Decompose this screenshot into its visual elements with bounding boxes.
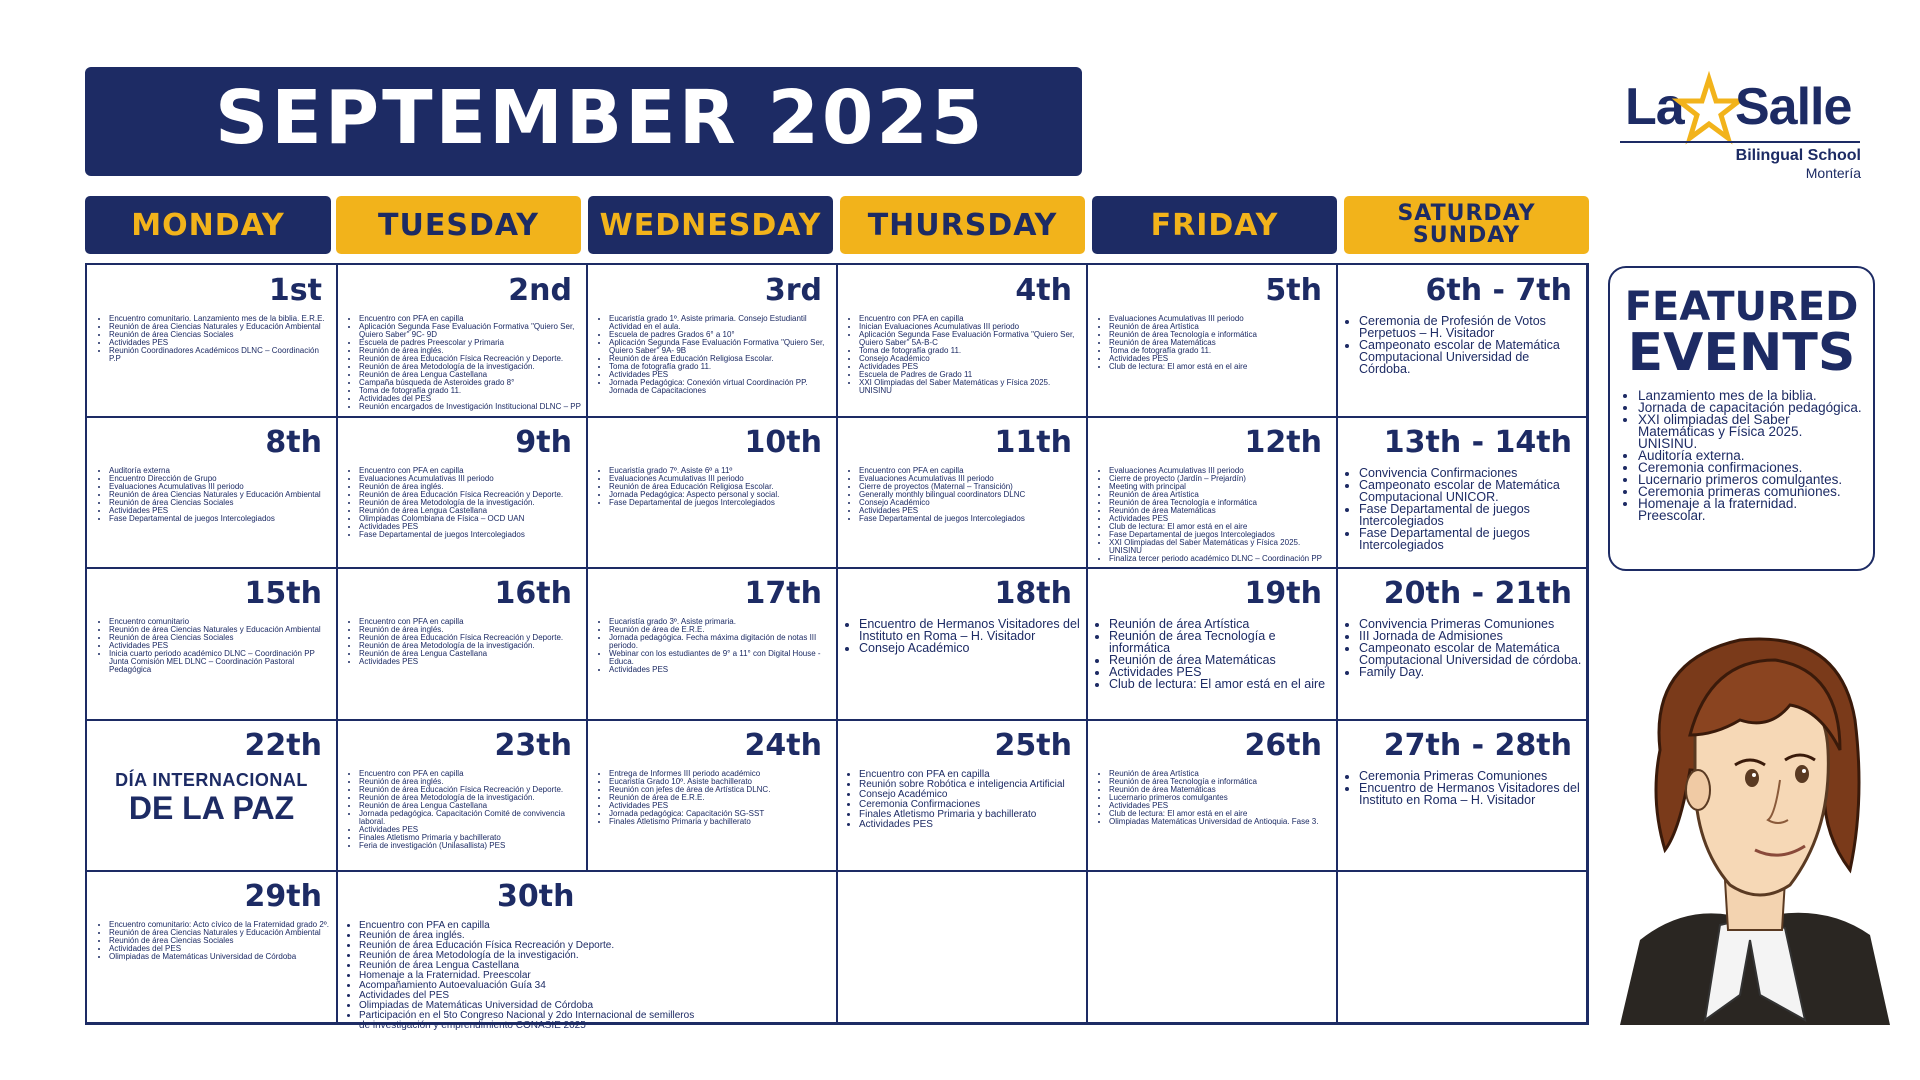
event-item: • Reunión de área Ciencias Sociales [109,634,332,642]
event-item: • Reunión de área Lengua Castellana [359,507,582,515]
event-item: • Finaliza tercer periodo académico DLNC – Coordinación PP [1109,555,1332,563]
event-item: • Eucaristía Grado 10º. Asiste bachillerato [609,778,832,786]
day-cell [587,265,838,418]
event-item: • Actividades PES [109,339,332,347]
event-item: • Encuentro con PFA en capilla [359,770,582,778]
header-monday: MONDAY [85,196,331,254]
event-item: • Reunión de área Educación Religiosa Escolar. [609,355,832,363]
event-item: • Actividades PES [359,658,582,666]
empty-cell [1337,871,1588,1024]
calendar-grid [85,263,1589,1032]
event-item: • Meeting with principal [1109,483,1332,491]
day-date: 22th [244,727,322,763]
day-date: 18th [994,576,1072,612]
day-cell [1087,568,1338,721]
featured-list [1626,390,1865,522]
peace-day-line2: DE LA PAZ [128,789,295,826]
day-cell [837,720,1088,873]
event-item: • Olimpiadas Colombiana de Física – OCD UAN [359,515,582,523]
event-item: • Toma de fotografía grado 11. [359,387,582,395]
day-date: 5th [1265,273,1322,308]
day-date: 19th [1244,576,1322,612]
star-icon [1678,77,1740,141]
event-item: • Fase Departamental de juegos Intercolegiados [1109,531,1332,539]
event-item: • Fase Departamental de juegos Intercolegiados [859,515,1082,523]
event-item: • Reunión de área Ciencias Naturales y Educación Ambiental [109,929,332,937]
event-item: • Reunión de área Matemáticas [1109,507,1332,515]
header-thursday: THURSDAY [840,196,1085,254]
event-item: • Escuela de padres Preescolar y Primaria [359,339,582,347]
event-item: • Reunión de área Lengua Castellana [359,961,696,971]
event-item: • Reunión de área Metodología de la investigación. [359,794,582,802]
day-cell [587,720,838,873]
day-date: 10th [744,424,822,460]
peace-day-label [87,770,336,825]
event-list [345,315,582,411]
logo-city: Montería [1805,165,1861,181]
event-list [595,618,832,674]
event-item: • Reunión de área Lengua Castellana [359,371,582,379]
day-date: 30th [497,879,575,915]
featured-item: • Lucernario primeros comulgantes. [1638,474,1865,486]
day-cell [1087,417,1338,570]
event-item: • Evaluaciones Acumulativas III periodo [609,475,832,483]
event-item: • Fase Departamental de juegos Intercolegiados [1359,527,1582,551]
event-item: • Finales Atletismo Primaria y bachillerato [359,834,582,842]
event-item: • Reunión de área Artística [1109,491,1332,499]
featured-title-line1: FEATURED [1624,284,1859,330]
event-item: • Reunión de área inglés. [359,931,696,941]
event-list [595,770,832,826]
logo-brand-left: La [1625,78,1684,136]
event-item: • Lucernario primeros comulgantes [1109,794,1332,802]
header-tuesday: TUESDAY [336,196,581,254]
day-date: 15th [244,576,322,612]
event-item: • Eucaristía grado 3º. Asiste primaria. [609,618,832,626]
featured-events-panel [1608,266,1875,571]
event-list [595,467,832,507]
event-item: • Encuentro Dirección de Grupo [109,475,332,483]
event-item: • Actividades PES [609,802,832,810]
event-item: • Aplicación Segunda Fase Evaluación Formativa "Quiero Ser, Quiero Saber" 9A- 9B [609,339,832,355]
day-cell [1087,720,1338,873]
event-item: • Campeonato escolar de Matemática Computacional Universidad de Córdoba. [1359,339,1582,375]
event-item: • Jornada pedagógica. Capacitación Comité de convivencia laboral. [359,810,582,826]
event-item: • Actividades PES [359,523,582,531]
event-item: • Fase Departamental de juegos Intercolegiados [1359,503,1582,527]
event-item: • Finales Atletismo Primaria y bachillerato [609,818,832,826]
event-item: • Fase Departamental de juegos Intercolegiados [609,499,832,507]
event-item: • Participación en el 5to Congreso Nacional y 2do Internacional de semilleros de investigación y emprendimiento CONASIE 2025 [359,1011,696,1031]
event-item: • Reunión de área Matemáticas [1109,786,1332,794]
event-item: • Cierre de proyecto (Jardín – Prejardín) [1109,475,1332,483]
event-list [345,618,582,666]
event-item: • Campaña búsqueda de Asteroides grado 8° [359,379,582,387]
event-item: • Reunión encargados de Investigación Institucional DLNC – PP [359,403,582,411]
event-item: • Encuentro de Hermanos Visitadores del Instituto en Roma – H. Visitador [1359,782,1582,806]
event-item: • Reunión de área Ciencias Naturales y Educación Ambiental [109,323,332,331]
event-item: • Reunión de área Educación Religiosa Escolar. [609,483,832,491]
event-item: • Reunión de área inglés. [359,778,582,786]
event-item: • Homenaje a la Fraternidad. Preescolar [359,971,696,981]
header-sunday: SUNDAY [1412,223,1521,248]
header-weekend [1344,196,1589,254]
peace-day-line1: DÍA INTERNACIONAL [115,769,308,790]
event-item: • XXI Olimpiadas del Saber Matemáticas y Física 2025. UNISINU [859,379,1082,395]
featured-item: • Jornada de capacitación pedagógica. [1638,402,1865,414]
empty-cell [837,871,1088,1024]
event-item: • Encuentro comunitario. Lanzamiento mes de la biblia. E.R.E. [109,315,332,323]
event-item: • Club de lectura: El amor está en el aire [1109,523,1332,531]
event-list [95,921,332,961]
event-item: • Actividades PES [1109,515,1332,523]
event-item: • Reunión de área Lengua Castellana [359,802,582,810]
day-cell [337,720,588,873]
event-item: • Reunión de área Educación Física Recreación y Deporte. [359,941,696,951]
day-date: 25th [994,727,1072,763]
event-item: • Reunión de área Tecnología e informática [1109,331,1332,339]
event-item: • III Jornada de Admisiones [1359,630,1582,642]
event-item: • Jornada pedagógica: Capacitación SG-SST [609,810,832,818]
event-item: • Fase Departamental de juegos Intercolegiados [109,515,332,523]
event-item: • Actividades del PES [109,945,332,953]
featured-item: • Lanzamiento mes de la biblia. [1638,390,1865,402]
event-item: • Convivencia Confirmaciones [1359,467,1582,479]
event-item: • Campeonato escolar de Matemática Computacional Universidad de córdoba. [1359,642,1582,666]
event-item: • Actividades del PES [359,991,696,1001]
event-item: • Club de lectura: El amor está en el aire [1109,363,1332,371]
event-item: • Actividades PES [859,820,1082,830]
event-item: • Olimpiadas de Matemáticas Universidad de Córdoba [359,1001,696,1011]
event-item: • Feria de investigación (Unilasallista) PES [359,842,582,850]
event-item: • Consejo Académico [859,355,1082,363]
event-item: • Reunión de área Ciencias Sociales [109,499,332,507]
featured-title [1610,284,1873,383]
event-list [845,618,1082,654]
day-date: 4th [1015,273,1072,308]
event-item: • Inicia cuarto periodo académico DLNC – Coordinación PP Junta Comisión MEL DLNC – Coordinación Pastoral Pedagógica [109,650,332,674]
day-date: 1st [268,273,322,308]
event-item: • Auditoría externa [109,467,332,475]
day-date: 12th [1244,424,1322,460]
event-item: • Campeonato escolar de Matemática Computacional UNICOR. [1359,479,1582,503]
event-item: • Actividades PES [1109,355,1332,363]
day-date: 6th - 7th [1425,273,1572,308]
event-item: • Finales Atletismo Primaria y bachillerato [859,810,1082,820]
event-item: • Actividades PES [609,666,832,674]
event-item: • Encuentro comunitario [109,618,332,626]
la-salle-logo [1620,55,1865,185]
day-date: 23th [494,727,572,763]
event-item: • Reunión de área inglés. [359,483,582,491]
event-item: • Generally monthly bilingual coordinators DLNC [859,491,1082,499]
day-date: 20th - 21th [1383,576,1572,612]
day-cell [1337,417,1588,570]
event-item: • Reunión Coordinadores Académicos DLNC – Coordinación P.P [109,347,332,363]
event-item: • Family Day. [1359,666,1582,678]
event-item: • Reunión de área Artística [1109,770,1332,778]
event-item: • Reunión de área inglés. [359,347,582,355]
event-item: • Reunión de área Educación Física Recreación y Deporte. [359,786,582,794]
event-item: • Reunión con jefes de área de Artística DLNC. [609,786,832,794]
event-list [845,770,1082,830]
event-item: • Consejo Académico [859,642,1082,654]
event-item: • XXI Olimpiadas del Saber Matemáticas y Física 2025. UNISINU [1109,539,1332,555]
event-item: • Actividades PES [609,371,832,379]
day-cell [837,568,1088,721]
event-list [1345,315,1582,375]
event-item: • Fase Departamental de juegos Intercolegiados [359,531,582,539]
event-item: • Reunión de área Ciencias Naturales y Educación Ambiental [109,626,332,634]
day-date: 8th [265,424,322,460]
day-date: 11th [994,424,1072,460]
logo-brand-right: Salle [1735,78,1852,136]
featured-item: • Ceremonia primeras comuniones. [1638,486,1865,498]
day-cell [587,568,838,721]
event-item: • Reunión de área Metodología de la investigación. [359,951,696,961]
event-item: • Reunión sobre Robótica e inteligencia Artificial [859,780,1082,790]
event-list [1095,770,1332,826]
event-item: • Reunión de área Educación Física Recreación y Deporte. [359,355,582,363]
event-list [1095,467,1332,563]
event-item: • Consejo Académico [859,499,1082,507]
event-item: • Toma de fotografía grado 11. [1109,347,1332,355]
day-cell [1337,720,1588,873]
day-cell [1337,568,1588,721]
header-friday: FRIDAY [1092,196,1337,254]
event-item: • Reunión de área Lengua Castellana [359,650,582,658]
featured-item: • Homenaje a la fraternidad. Preescolar. [1638,498,1865,522]
day-date: 24th [744,727,822,763]
event-list [95,467,332,523]
event-item: • Encuentro con PFA en capilla [859,467,1082,475]
empty-cell [1087,871,1338,1024]
event-list [345,467,582,539]
event-item: • Reunión de área de E.R.E. [609,626,832,634]
event-item: • Reunión de área inglés. [359,626,582,634]
logo-subtitle: Bilingual School [1735,147,1861,164]
event-list [1095,315,1332,371]
event-item: • Actividades PES [859,363,1082,371]
header-saturday: SATURDAY [1397,201,1536,226]
day-date: 26th [1244,727,1322,763]
day-date: 16th [494,576,572,612]
page-title: SEPTEMBER 2025 [215,75,986,161]
event-item: • Olimpiadas de Matemáticas Universidad de Córdoba [109,953,332,961]
event-item: • Ceremonia Confirmaciones [859,800,1082,810]
day-cell [87,265,338,418]
event-item: • Toma de fotografía grado 11. [859,347,1082,355]
event-item: • Acompañamiento Autoevaluación Guía 34 [359,981,696,991]
event-item: • Encuentro con PFA en capilla [359,467,582,475]
event-item: • Consejo Académico [859,790,1082,800]
day-cell [87,720,338,873]
event-item: • Reunión de área Metodología de la investigación. [359,642,582,650]
event-item: • Evaluaciones Acumulativas III periodo [359,475,582,483]
day-cell [837,417,1088,570]
event-item: • Reunión de área de E.R.E. [609,794,832,802]
event-item: • Reunión de área Matemáticas [1109,654,1332,666]
event-item: • Reunión de área Ciencias Sociales [109,937,332,945]
event-list [595,315,832,395]
event-item: • Reunión de área Tecnología e informática [1109,499,1332,507]
event-item: • Encuentro con PFA en capilla [359,921,696,931]
day-cell [337,871,838,1032]
event-item: • Aplicación Segunda Fase Evaluación Formativa "Quiero Ser, Quiero Saber" 5A-B-C [859,331,1082,347]
day-cell [1337,265,1588,418]
event-item: • Encuentro con PFA en capilla [359,618,582,626]
event-item: • Encuentro con PFA en capilla [359,315,582,323]
event-item: • Reunión de área Metodología de la investigación. [359,499,582,507]
event-item: • Actividades PES [1109,802,1332,810]
event-item: • Reunión de área Ciencias Naturales y Educación Ambiental [109,491,332,499]
day-cell [87,417,338,570]
event-item: • Aplicación Segunda Fase Evaluación Formativa "Quiero Ser, Quiero Saber" 9C- 9D [359,323,582,339]
event-item: • Jornada Pedagógica: Conexión virtual Coordinación PP. Jornada de Capacitaciones [609,379,832,395]
event-item: • Ceremonia Primeras Comuniones [1359,770,1582,782]
day-date: 17th [744,576,822,612]
event-item: • Actividades PES [109,507,332,515]
event-item: • Evaluaciones Acumulativas III periodo [1109,315,1332,323]
event-item: • Inician Evaluaciones Acumulativas III periodo [859,323,1082,331]
event-item: • Jornada pedagógica. Fecha máxima digitación de notas III periodo. [609,634,832,650]
day-date: 3rd [764,273,822,308]
day-date: 27th - 28th [1383,727,1572,763]
day-cell [587,417,838,570]
event-item: • Reunión de área Educación Física Recreación y Deporte. [359,634,582,642]
event-item: • Reunión de área Tecnología e informática [1109,630,1332,654]
event-item: • Actividades del PES [359,395,582,403]
event-item: • Entrega de Informes III periodo académico [609,770,832,778]
event-item: • Reunión de área Tecnología e informática [1109,778,1332,786]
featured-title-line2: EVENTS [1627,323,1856,383]
event-list [345,921,696,1031]
event-item: • Evaluaciones Acumulativas III periodo [109,483,332,491]
featured-item: • Auditoría externa. [1638,450,1865,462]
event-item: • Actividades PES [359,826,582,834]
event-list [345,770,582,850]
event-item: • Toma de fotografía grado 11. [609,363,832,371]
title-banner [85,67,1082,176]
event-item: • Actividades PES [1109,666,1332,678]
day-cell [337,417,588,570]
event-list [1345,467,1582,551]
day-cell [87,568,338,721]
event-list [95,618,332,674]
event-item: • Encuentro de Hermanos Visitadores del Instituto en Roma – H. Visitador [859,618,1082,642]
day-cell [837,265,1088,418]
event-item: • Club de lectura: El amor está en el aire [1109,678,1332,690]
event-list [95,315,332,363]
event-item: • Cierre de proyectos (Maternal – Transición) [859,483,1082,491]
event-item: • Actividades PES [109,642,332,650]
day-cell [337,265,588,418]
event-list [1095,618,1332,690]
day-date: 2nd [508,273,572,308]
event-list [845,467,1082,523]
day-date: 29th [244,879,322,915]
event-item: • Ceremonia de Profesión de Votos Perpetuos – H. Visitador [1359,315,1582,339]
event-item: • Encuentro con PFA en capilla [859,770,1082,780]
event-item: • Escuela de Padres de Grado 11 [859,371,1082,379]
day-date: 9th [515,424,572,460]
event-item: • Eucaristía grado 7º. Asiste 6º a 11º [609,467,832,475]
event-item: • Encuentro con PFA en capilla [859,315,1082,323]
event-item: • Evaluaciones Acumulativas III periodo [859,475,1082,483]
event-item: • Reunión de área Educación Física Recreación y Deporte. [359,491,582,499]
event-item: • Club de lectura: El amor está en el aire [1109,810,1332,818]
event-list [845,315,1082,395]
header-wednesday: WEDNESDAY [588,196,833,254]
event-item: • Reunión de área Matemáticas [1109,339,1332,347]
event-item: • Actividades PES [859,507,1082,515]
event-list [1345,618,1582,678]
saint-illustration [1600,600,1900,1025]
event-item: • Encuentro comunitario: Acto cívico de la Fraternidad grado 2º. [109,921,332,929]
event-list [1345,770,1582,806]
event-item: • Webinar con los estudiantes de 9° a 11° con Digital House - Educa. [609,650,832,666]
day-cell [1087,265,1338,418]
event-item: • Reunión de área Artística [1109,323,1332,331]
event-item: • Reunión de área Ciencias Sociales [109,331,332,339]
featured-item: • Ceremonia confirmaciones. [1638,462,1865,474]
featured-item: • XXI olimpiadas del Saber Matemáticas y Física 2025. UNISINU. [1638,414,1865,450]
event-item: • Reunión de área Metodología de la investigación. [359,363,582,371]
event-item: • Reunión de área Artística [1109,618,1332,630]
event-item: • Convivencia Primeras Comuniones [1359,618,1582,630]
day-cell [87,871,338,1024]
event-item: • Evaluaciones Acumulativas III periodo [1109,467,1332,475]
day-cell [337,568,588,721]
day-date: 13th - 14th [1383,424,1572,460]
event-item: • Eucaristía grado 1º. Asiste primaria. Consejo Estudiantil Actividad en el aula. [609,315,832,331]
logo-divider [1620,141,1860,143]
event-item: • Olimpiadas Matemáticas Universidad de Antioquia. Fase 3. [1109,818,1332,826]
event-item: • Escuela de padres Grados 6° a 10° [609,331,832,339]
event-item: • Jornada Pedagógica: Aspecto personal y social. [609,491,832,499]
